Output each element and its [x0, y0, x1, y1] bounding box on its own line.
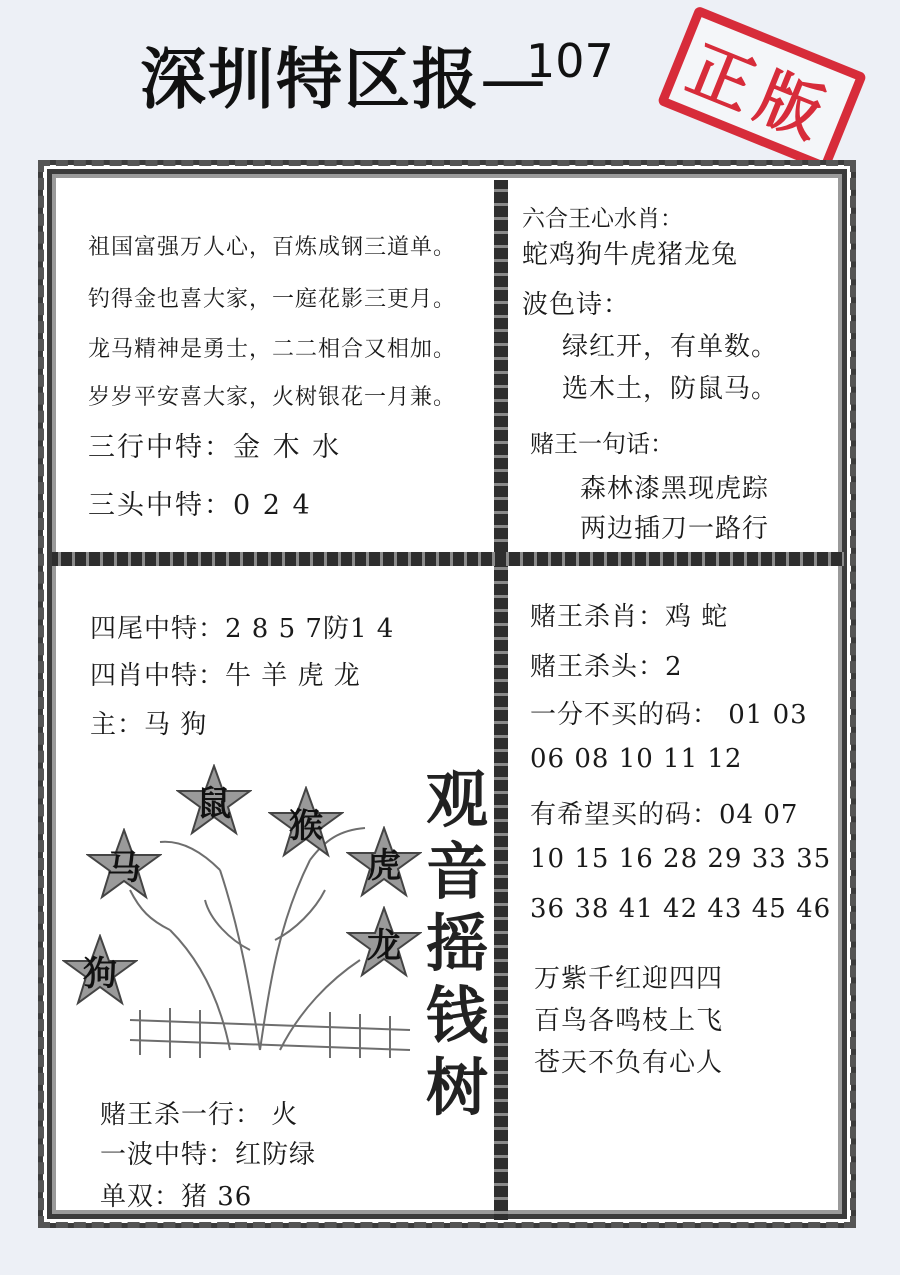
bose-line-1: 绿红开，有单数。	[562, 332, 779, 362]
shuixiao-label: 六合王心水肖：	[522, 206, 683, 232]
shaxiao-line: 赌王杀肖：鸡 蛇	[530, 602, 729, 632]
calligraphy-char: 音	[425, 835, 488, 908]
star-label: 狗	[83, 953, 117, 994]
verse-line-2: 百鸟各鸣枝上飞	[534, 1006, 724, 1036]
calligraphy-char: 摇	[425, 907, 488, 980]
shuixiao-value: 蛇鸡狗牛虎猪龙兔	[522, 240, 739, 270]
sanxing-line: 三行中特：金 木 水	[88, 432, 342, 463]
duwang-line-2: 两边插刀一路行	[580, 514, 770, 544]
title-dash: —	[480, 41, 548, 118]
verse-line-1: 万紫千红迎四四	[534, 964, 724, 994]
newspaper-title	[140, 26, 548, 121]
shayixing-line: 赌王杀一行： 火	[100, 1100, 299, 1130]
xiwang-line-2: 10 15 16 28 29 33 35	[530, 844, 832, 874]
calligraphy-title	[418, 764, 496, 1124]
poem-line-1: 祖国富强万人心，百炼成钢三道单。	[88, 235, 457, 260]
bumai-line-2: 06 08 10 11 12	[530, 744, 743, 774]
sixiao-line: 四肖中特：牛 羊 虎 龙	[90, 661, 361, 691]
duwang-label: 赌王一句话：	[530, 430, 674, 458]
star-label: 鼠	[197, 783, 231, 824]
zodiac-star-tiger	[346, 826, 422, 898]
stamp-text: 正版	[677, 32, 843, 157]
zodiac-star-horse	[86, 828, 162, 900]
bose-line-2: 选木土，防鼠马。	[562, 374, 779, 404]
zodiac-star-dog	[62, 934, 138, 1006]
zodiac-star-rat	[176, 764, 252, 836]
duwang-line-1: 森林漆黑现虎踪	[580, 474, 770, 504]
calligraphy-char: 树	[425, 1051, 488, 1124]
zhu-line: 主：马 狗	[90, 710, 208, 740]
verse-line-3: 苍天不负有心人	[534, 1048, 724, 1078]
star-label: 龙	[367, 925, 401, 966]
poem-line-3: 龙马精神是勇士，二二相合又相加。	[88, 337, 457, 362]
poem-line-2: 钓得金也喜大家，一庭花影三更月。	[88, 287, 457, 312]
issue-number: 107	[526, 34, 614, 88]
danshuang-line: 单双：猪 36	[100, 1182, 253, 1212]
zodiac-star-dragon	[346, 906, 422, 978]
shatou-line: 赌王杀头：2	[530, 652, 683, 682]
xiwang-line-3: 36 38 41 42 43 45 46	[530, 894, 832, 924]
xiwang-line-1: 有希望买的码：04 07	[530, 800, 799, 830]
calligraphy-char: 观	[425, 763, 488, 836]
santou-line: 三头中特：0 2 4	[88, 490, 312, 521]
star-label: 虎	[367, 845, 401, 886]
genuine-stamp	[657, 5, 867, 172]
yibo-line: 一波中特：红防绿	[100, 1140, 317, 1170]
poem-line-4: 岁岁平安喜大家，火树银花一月兼。	[88, 385, 457, 410]
zodiac-star-monkey	[268, 786, 344, 858]
star-label: 马	[107, 847, 141, 888]
siwei-line: 四尾中特：2 8 5 7防1 4	[90, 614, 395, 644]
star-label: 猴	[289, 805, 323, 846]
bumai-line-1: 一分不买的码： 01 03	[530, 700, 808, 730]
horizontal-divider	[52, 552, 844, 566]
calligraphy-char: 钱	[425, 979, 488, 1052]
title-text: 深圳特区报	[140, 41, 480, 118]
bose-label: 波色诗：	[522, 290, 631, 320]
vertical-divider	[494, 180, 508, 1220]
